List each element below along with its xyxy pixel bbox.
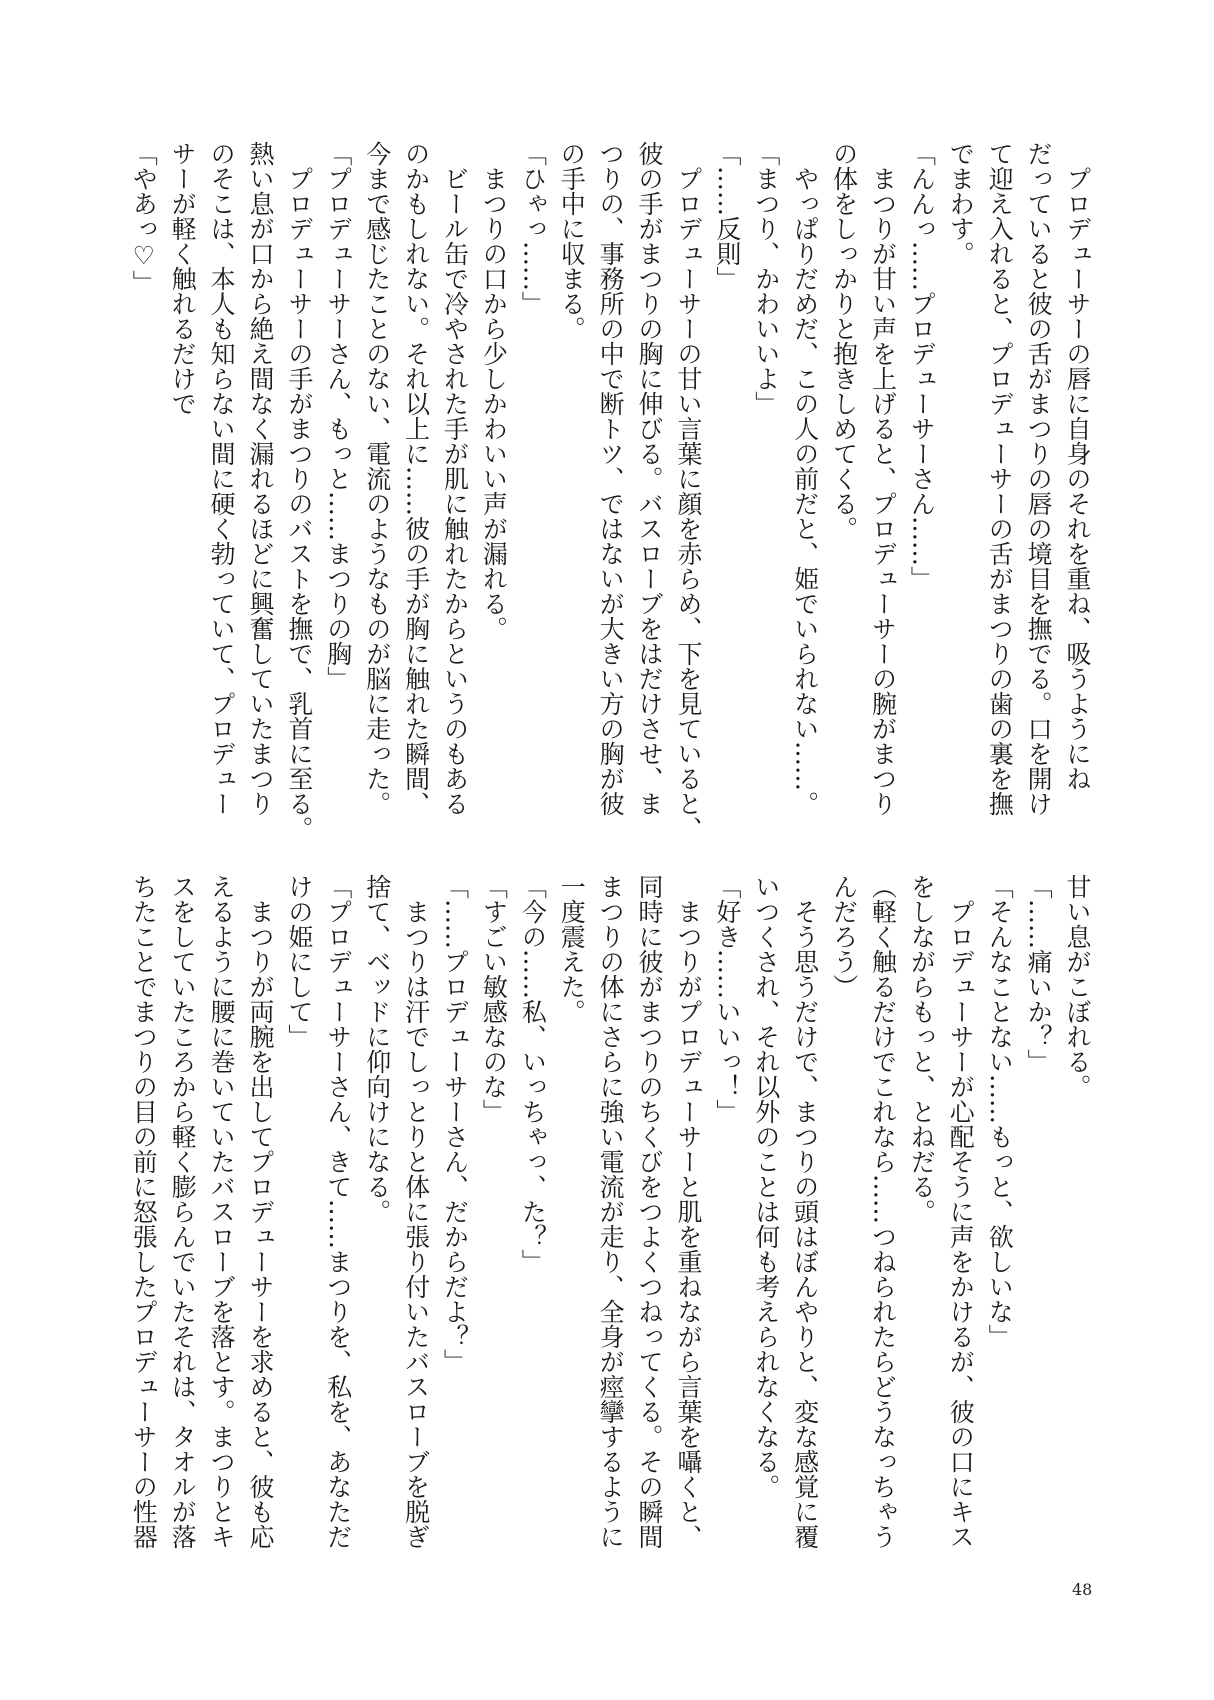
text-column: いつくされ、それ以外のことは何も考えられなくなる。 — [751, 874, 781, 1499]
text-column: 甘い息がこぼれる。 — [1063, 874, 1092, 1099]
lower-text-block — [123, 874, 1096, 1564]
text-column: のそこは、本人も知らない間に硬く勃っていて、プロデュー — [207, 141, 237, 816]
text-column: 「……反則」 — [712, 141, 742, 291]
text-column: えるように腰に巻いていたバスローブを落とす。まつりとキ — [207, 874, 237, 1549]
text-column: 「んんっ……プロデューサーさん……」 — [907, 141, 937, 591]
text-column: 「プロデューサーさん、もっと……まつりの胸」 — [323, 141, 353, 691]
text-column: 「ひゃっ……」 — [518, 141, 548, 316]
text-column: 「プロデューサーさん、きて……まつりを、私を、あなただ — [323, 874, 353, 1549]
text-column: ちたことでまつりの目の前に怒張したプロデューサーの性器 — [129, 874, 159, 1549]
text-column: のかもしれない。それ以上に……彼の手が胸に触れた瞬間、 — [401, 141, 431, 816]
text-column: まつりが両腕を出してプロデューサーを求めると、彼も応 — [245, 874, 275, 1549]
upper-text-block — [123, 141, 1096, 841]
text-column: プロデューサーの唇に自身のそれを重ね、吸うようにね — [1063, 141, 1092, 791]
text-column: 「……プロデューサーさん、だからだよ？」 — [440, 874, 470, 1374]
text-column: 熱い息が口から絶え間なく漏れるほどに興奮していたまつり — [245, 141, 275, 816]
text-column: プロデューサーの甘い言葉に顔を赤らめ、下を見ていると、 — [673, 141, 703, 841]
text-column: まつりが甘い声を上げると、プロデューサーの腕がまつり — [868, 141, 898, 816]
text-column: 「好き……いいっ！」 — [712, 874, 742, 1124]
text-column: でまわす。 — [946, 141, 976, 266]
text-column: （軽く触るだけでこれなら……つねられたらどうなっちゃう — [868, 874, 898, 1549]
text-column: サーが軽く触れるだけで — [168, 141, 198, 416]
text-column: をしながらもっと、とねだる。 — [907, 874, 937, 1224]
text-column: て迎え入れると、プロデューサーの舌がまつりの歯の裏を撫 — [985, 141, 1015, 816]
text-column: の体をしっかりと抱きしめてくる。 — [829, 141, 859, 541]
text-column: まつりの体にさらに強い電流が走り、全身が痙攣するように — [596, 874, 626, 1549]
text-column: んだろう） — [829, 874, 859, 999]
text-column: まつりがプロデューサーと肌を重ねながら言葉を囁くと、 — [673, 874, 703, 1549]
text-column: 「まつり、かわいいよ」 — [751, 141, 781, 416]
text-column: そう思うだけで、まつりの頭はぼんやりと、変な感覚に覆 — [790, 874, 820, 1549]
text-column: 今まで感じたことのない、電流のようなものが脳に走った。 — [362, 141, 392, 816]
text-column: 一度震えた。 — [557, 874, 587, 1024]
text-column: 捨て、ベッドに仰向けになる。 — [362, 874, 392, 1224]
text-column: ビール缶で冷やされた手が肌に触れたからというのもある — [440, 141, 470, 816]
text-column: 「そんなことない……もっと、欲しいな」 — [985, 874, 1015, 1349]
text-column: 同時に彼がまつりのちくびをつよくつねってくる。その瞬間 — [635, 874, 665, 1549]
text-column: まつりは汗でしっとりと体に張り付いたバスローブを脱ぎ — [401, 874, 431, 1549]
text-column: まつりの口から少しかわいい声が漏れる。 — [479, 141, 509, 641]
text-column: 「すごい敏感なのな」 — [479, 874, 509, 1124]
text-column: やっぱりだめだ、この人の前だと、姫でいられない……。 — [790, 141, 820, 816]
text-column: 「今の……私、いっちゃっ、た？」 — [518, 874, 548, 1274]
text-column: だっていると彼の舌がまつりの唇の境目を撫でる。口を開け — [1024, 141, 1054, 816]
text-column: スをしていたころから軽く膨らんでいたそれは、タオルが落 — [168, 874, 198, 1549]
page-number: 48 — [1072, 1580, 1093, 1599]
text-column: プロデューサーが心配そうに声をかけるが、彼の口にキス — [946, 874, 976, 1549]
text-column: の手中に収まる。 — [557, 141, 587, 341]
text-column: プロデューサーの手がまつりのバストを撫で、乳首に至る。 — [284, 141, 314, 841]
text-column: 「やあっ♡」 — [129, 141, 159, 295]
text-column: 彼の手がまつりの胸に伸びる。バスローブをはだけさせ、ま — [635, 141, 665, 816]
text-column: 「……痛いか？」 — [1024, 874, 1054, 1074]
text-column: けの姫にして」 — [284, 874, 314, 1049]
text-column: つりの、事務所の中で断トツ、ではないが大きい方の胸が彼 — [596, 141, 626, 816]
